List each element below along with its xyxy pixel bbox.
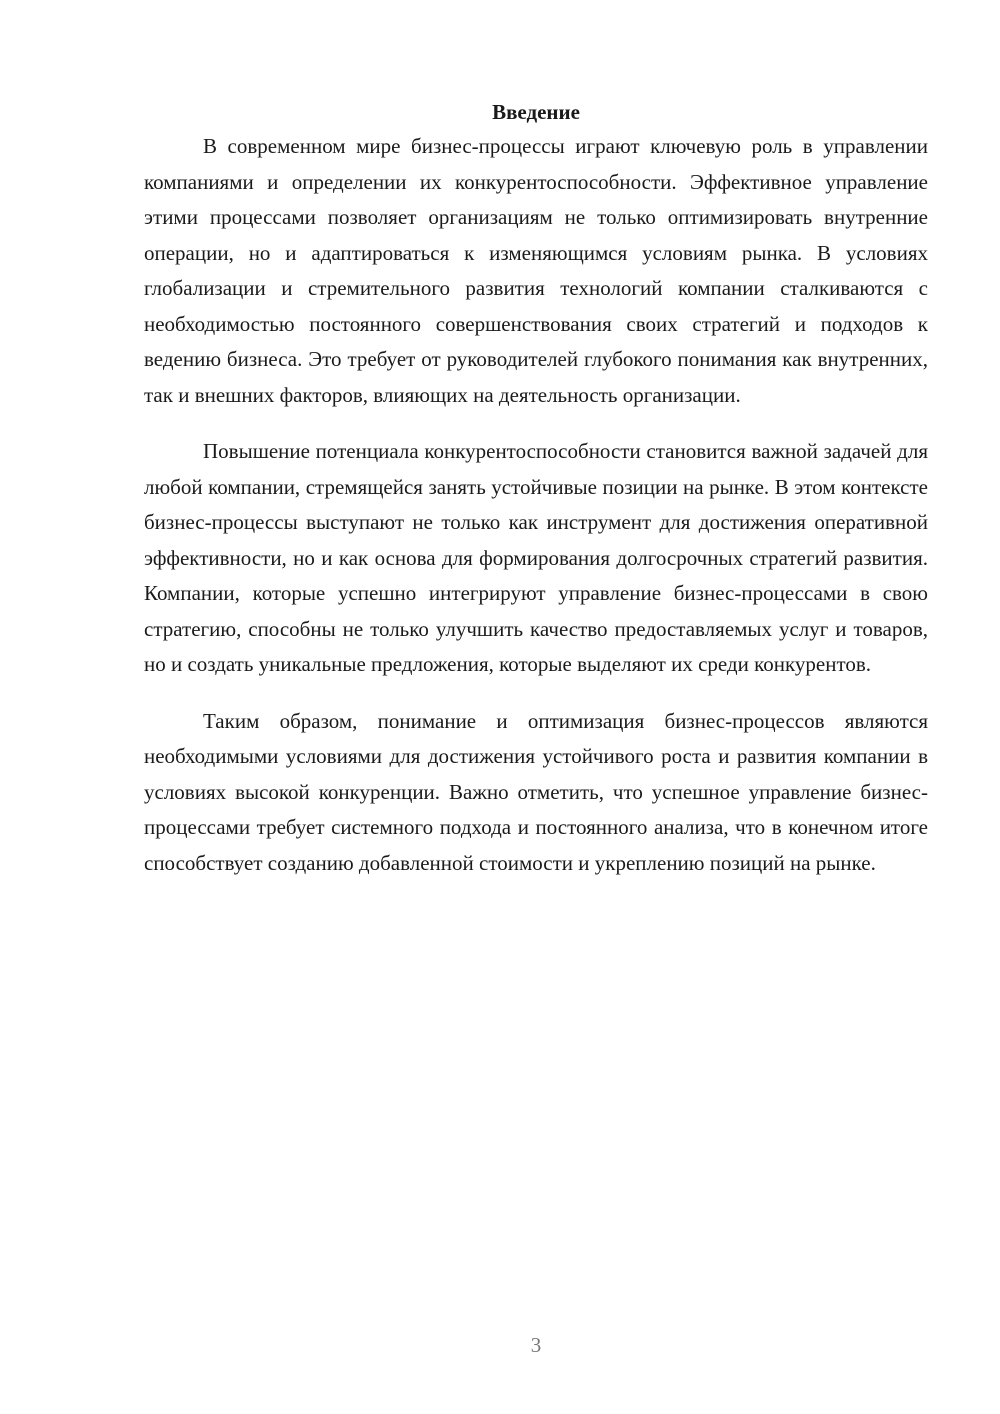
document-body [144, 96, 928, 881]
paragraph: Повышение потенциала конкурентоспособности становится важной задачей для любой компании, стремящейся занять устойчивые позиции на рынке. В этом контексте бизнес-процессы выступают не только как инструмент для достижения оперативной эффективности, но и как основа для формирования долгосрочных стратегий развития. Компании, которые успешно интегрируют управление бизнес-процессами в свою стратегию, способны не только улучшить качество предоставляемых услуг и товаров, но и создать уникальные предложения, которые выделяют их среди конкурентов. [144, 439, 928, 676]
page-number: 3 [530, 1333, 542, 1357]
paragraph: Таким образом, понимание и оптимизация бизнес-процессов являются необходимыми условиями для достижения устойчивого роста и развития компании в условиях высокой конкуренции. Важно отметить, что успешное управление бизнес-процессами требует системного подхода и постоянного анализа, что в конечном итоге способствует созданию добавленной стоимости и укреплению позиций на рынке. [144, 708, 928, 875]
paragraph: В современном мире бизнес-процессы играют ключевую роль в управлении компаниями и определении их конкурентоспособности. Эффективное управление этими процессами позволяет организациям не только оптимизировать внутренние операции, но и адаптироваться к изменяющимся условиям рынка. В условиях глобализации и стремительного развития технологий компании сталкиваются с необходимостью постоянного совершенствования своих стратегий и подходов к ведению бизнеса. Это требует от руководителей глубокого понимания как внутренних, так и внешних факторов, влияющих на деятельность организации. [144, 134, 928, 407]
section-title: Введение [492, 100, 580, 124]
